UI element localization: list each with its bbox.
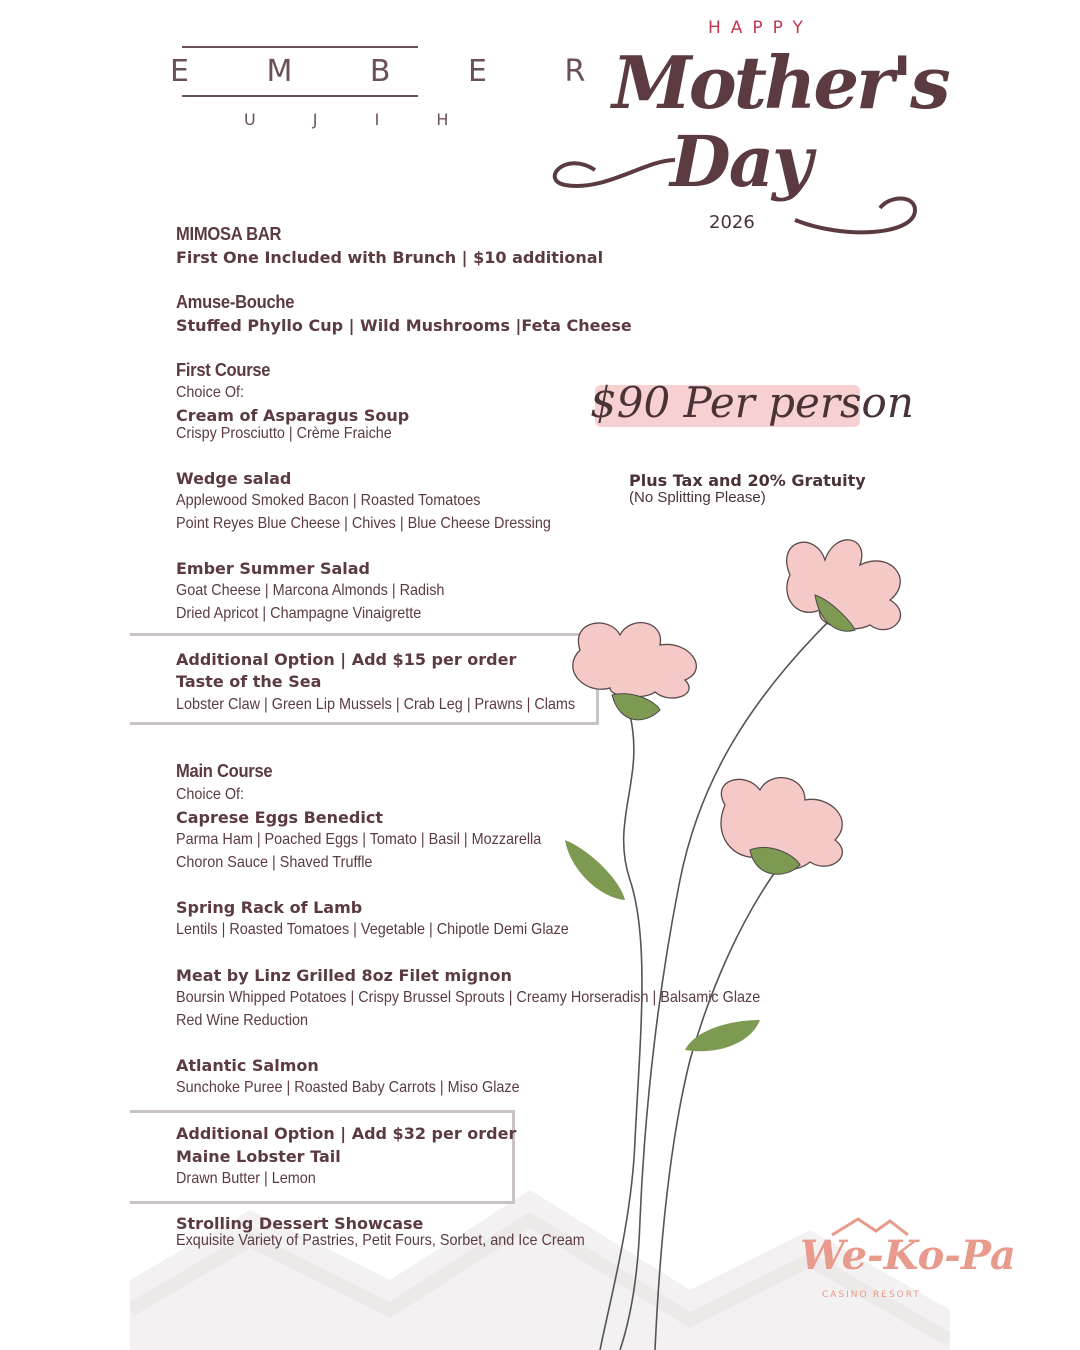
year-text: 2026 bbox=[709, 212, 755, 233]
lamb-title: Spring Rack of Lamb bbox=[176, 898, 363, 917]
summer-title: Ember Summer Salad bbox=[176, 559, 370, 578]
caprese-desc2: Choron Sauce | Shaved Truffle bbox=[176, 854, 373, 871]
logo-top-rule bbox=[182, 46, 418, 48]
lamb-desc: Lentils | Roasted Tomatoes | Vegetable | Chipotle Demi Glaze bbox=[176, 921, 569, 938]
wedge-desc1: Applewood Smoked Bacon | Roasted Tomatoes bbox=[176, 492, 481, 509]
filet-desc1: Boursin Whipped Potatoes | Crispy Brussel Sprouts | Creamy Horseradish | Balsamic Glaze bbox=[176, 989, 761, 1006]
flower-top-right-icon bbox=[787, 540, 901, 631]
amuse-desc: Stuffed Phyllo Cup | Wild Mushrooms |Feta Cheese bbox=[176, 316, 632, 335]
first-course-choice: Choice Of: bbox=[176, 384, 245, 401]
addon1-line2: Taste of the Sea bbox=[176, 672, 322, 691]
soup-desc: Crispy Prosciutto | Crème Fraiche bbox=[176, 425, 392, 442]
wekopa-logo: We-Ko-Pa bbox=[800, 1232, 1016, 1279]
flower-middle-left-icon bbox=[573, 623, 697, 720]
main-course-heading: Main Course bbox=[176, 761, 273, 781]
leaf-icon bbox=[565, 840, 625, 900]
addon1-desc: Lobster Claw | Green Lip Mussels | Crab Leg | Prawns | Clams bbox=[176, 696, 576, 713]
wedge-title: Wedge salad bbox=[176, 469, 292, 488]
caprese-title: Caprese Eggs Benedict bbox=[176, 808, 383, 827]
filet-desc2: Red Wine Reduction bbox=[176, 1012, 309, 1029]
first-course-heading: First Course bbox=[176, 360, 271, 380]
price-text: $90 Per person bbox=[590, 378, 914, 427]
addon2-desc: Drawn Butter | Lemon bbox=[176, 1170, 316, 1187]
filet-title: Meat by Linz Grilled 8oz Filet mignon bbox=[176, 966, 512, 985]
resort-label: RESORT bbox=[873, 1290, 921, 1300]
ember-logo-text: E M B E R bbox=[170, 54, 620, 89]
casino-label: CASINO bbox=[822, 1290, 869, 1300]
flower-lower-right-icon bbox=[721, 778, 842, 875]
summer-desc1: Goat Cheese | Marcona Almonds | Radish bbox=[176, 582, 445, 599]
soup-title: Cream of Asparagus Soup bbox=[176, 406, 410, 425]
addon2-line2: Maine Lobster Tail bbox=[176, 1147, 341, 1166]
price-subnote: (No Splitting Please) bbox=[629, 489, 766, 506]
mimosa-heading: MIMOSA BAR bbox=[176, 224, 282, 244]
leaf-icon bbox=[685, 1020, 760, 1051]
mothers-script: Mother's bbox=[612, 40, 948, 125]
summer-desc2: Dried Apricot | Champagne Vinaigrette bbox=[176, 605, 422, 622]
day-script: Day bbox=[670, 120, 811, 203]
price-note: Plus Tax and 20% Gratuity bbox=[629, 471, 866, 490]
amuse-heading: Amuse-Bouche bbox=[176, 292, 295, 312]
ujih-logo-text: U J I H bbox=[244, 110, 475, 129]
addon2-line1: Additional Option | Add $32 per order bbox=[176, 1124, 517, 1143]
addon1-line1: Additional Option | Add $15 per order bbox=[176, 650, 517, 669]
happy-text: HAPPY bbox=[708, 18, 813, 38]
dessert-desc: Exquisite Variety of Pastries, Petit Fours, Sorbet, and Ice Cream bbox=[176, 1232, 585, 1249]
logo-bottom-rule bbox=[182, 95, 418, 97]
main-course-choice: Choice Of: bbox=[176, 786, 245, 803]
mimosa-desc: First One Included with Brunch | $10 additional bbox=[176, 248, 604, 267]
caprese-desc1: Parma Ham | Poached Eggs | Tomato | Basil | Mozzarella bbox=[176, 831, 542, 848]
dessert-title: Strolling Dessert Showcase bbox=[176, 1214, 424, 1233]
wedge-desc2: Point Reyes Blue Cheese | Chives | Blue Cheese Dressing bbox=[176, 515, 551, 532]
salmon-title: Atlantic Salmon bbox=[176, 1056, 319, 1075]
salmon-desc: Sunchoke Puree | Roasted Baby Carrots | Miso Glaze bbox=[176, 1079, 520, 1096]
